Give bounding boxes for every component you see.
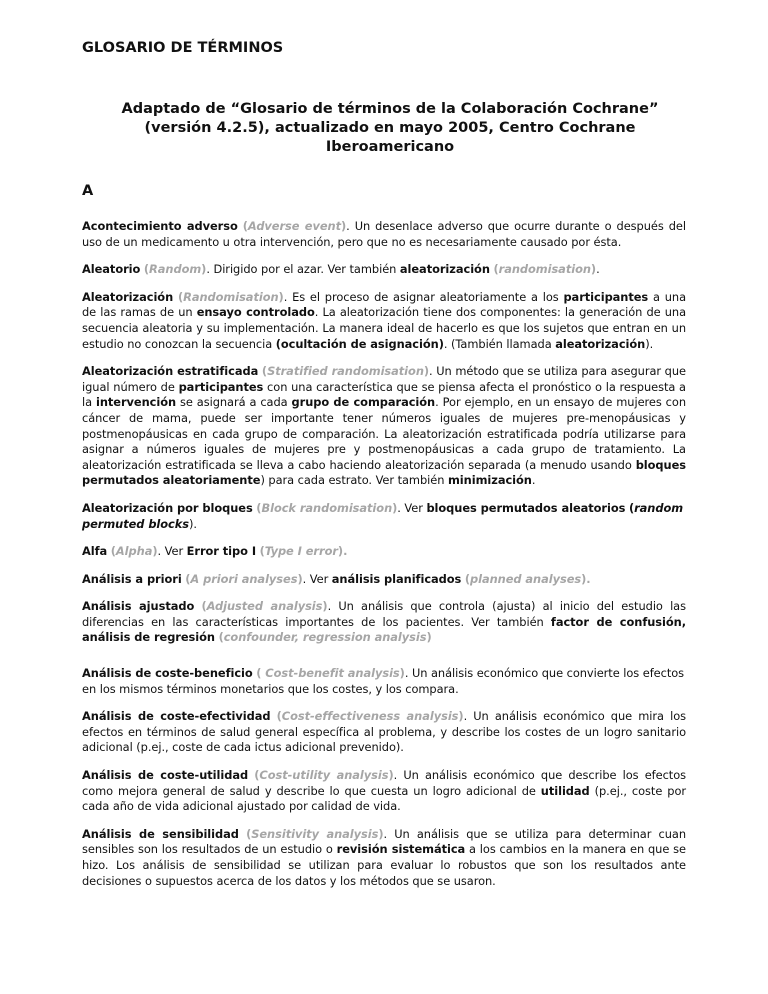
entry-english-term: Sensitivity analysis <box>251 826 379 841</box>
entry-term: Análisis ajustado <box>82 599 195 614</box>
glossary-entry: Análisis de coste-beneficio ( Cost-benefit analysis). Un análisis económico que convierte los efectos en los mismos términos monetarios que los costes, y los compara. <box>82 666 685 696</box>
cross-reference-english: randomisation <box>498 262 591 277</box>
glossary-entry: Aleatorio (Random). Dirigido por el azar. Ver también aleatorización (randomisation). <box>82 262 600 277</box>
cross-reference: aleatorización <box>555 336 646 351</box>
entry-term: Aleatorización por bloques <box>82 500 253 515</box>
cross-reference: bloques permutados aleatoriamente <box>82 457 686 488</box>
glossary-entry: Análisis ajustado (Adjusted analysis). Un análisis que controla (ajusta) al inicio del estudio las diferencias en las características importantes de los pacientes. Ver también factor de confusión, análisis de regresión (confounder, regression analysis) <box>82 599 687 645</box>
entry-term: Análisis de coste-beneficio <box>82 666 253 681</box>
glossary-entry: Acontecimiento adverso (Adverse event). Un desenlace adverso que ocurre durante o después del uso de un medicamento u otra intervención, pero que no es necesariamente causado por ésta. <box>82 219 687 249</box>
document-title: GLOSARIO DE TÉRMINOS <box>82 40 284 56</box>
cross-reference-english: planned analyses <box>470 571 582 586</box>
entry-term: Análisis de sensibilidad <box>82 826 239 841</box>
entry-english-term: A priori analyses <box>190 571 298 586</box>
cross-reference: minimización <box>447 473 532 488</box>
glossary-entry: Aleatorización estratificada (Stratified randomisation). Un método que se utiliza para asegurar que igual número de participantes con una característica que se piensa afecta el pronóstico o la respuesta a la intervención se asignará a cada grupo de comparación. Por ejemplo, en un ensayo de mujeres con cáncer de mama, puede ser importante tener números iguales de mujeres pre-menopáusicas y postmenopáusicas en cada grupo de comparación. La aleatorización estratificada podría utilizarse para asignar a números iguales de mujeres pre y postmenopáusicas a cada grupo de tratamiento. La aleatorización estratificada se lleva a cabo haciendo aleatorización separada (a menudo usando bloques permutados aleatoriamente) para cada estrato. Ver también minimización. <box>82 364 686 488</box>
entry-definition: . Un desenlace adverso que ocurre durante o después del uso de un medicamento u otra intervención, pero que no es necesariamente causado por ésta. <box>82 219 687 249</box>
glossary-entry: Análisis a priori (A priori analyses). Ver análisis planificados (planned analyses). <box>82 571 591 586</box>
entry-english-term: Cost-utility analysis <box>259 768 389 783</box>
subtitle-line: Adaptado de “Glosario de términos de la Colaboración Cochrane” <box>121 101 659 117</box>
entry-term: Aleatorización <box>82 289 174 304</box>
glossary-entry: Aleatorización por bloques (Block randomisation). Ver bloques permutados aleatorios (random permuted blocks). <box>82 500 684 531</box>
cross-reference: (ocultación de asignación) <box>275 336 444 351</box>
document-subtitle <box>100 100 680 157</box>
cross-reference: análisis planificados <box>331 571 462 586</box>
entry-term: Análisis de coste-efectividad <box>82 709 271 724</box>
entry-term: Análisis de coste-utilidad <box>82 768 249 783</box>
entry-term: Acontecimiento adverso <box>82 219 238 233</box>
entry-english-term: Alpha <box>115 544 153 559</box>
cross-reference: intervención <box>95 395 177 410</box>
subtitle-line: (versión 4.2.5), actualizado en mayo 2005, Centro Cochrane <box>144 120 636 136</box>
cross-reference: participantes <box>178 379 264 394</box>
cross-reference: aleatorización <box>399 262 490 277</box>
glossary-entry: Alfa (Alpha). Ver Error tipo I (Type I error). <box>82 544 348 559</box>
entry-english-term: Block randomisation <box>261 500 393 515</box>
entry-definition: . Dirigido por el azar. Ver también <box>206 262 400 277</box>
entry-english-term: Adverse event <box>247 219 341 233</box>
entry-english-term: Randomisation <box>183 289 279 304</box>
section-letter-heading: A <box>82 183 94 199</box>
entry-term: Aleatorio <box>82 262 141 277</box>
glossary-entry: Análisis de coste-efectividad (Cost-effectiveness analysis). Un análisis económico que mira los efectos en términos de salud general específica al problema, y describe los costes de un logro sanitario adicional (p.ej., coste de cada ictus adicional prevenido). <box>82 709 686 755</box>
entry-english-term: Cost-effectiveness analysis <box>281 709 459 724</box>
glossary-entry: Análisis de coste-utilidad (Cost-utility analysis). Un análisis económico que describe los efectos como mejora general de salud y describe lo que cuesta un logro adicional de utilidad (p.ej., coste por cada año de vida adicional ajustado por calidad de vida. <box>82 768 687 814</box>
cross-reference-english: Type I error <box>264 544 338 559</box>
cross-reference: grupo de comparación <box>291 395 436 410</box>
cross-reference: bloques permutados aleatorios <box>426 500 626 515</box>
cross-reference: Error tipo I <box>186 544 257 559</box>
entry-english-term: Random <box>149 262 202 277</box>
entry-english-term: Stratified randomisation <box>267 364 424 379</box>
cross-reference-english: random permuted blocks <box>82 500 684 531</box>
entry-term: Aleatorización estratificada <box>82 364 259 379</box>
entry-english-term: Cost-benefit analysis <box>261 666 400 681</box>
cross-reference: ensayo controlado <box>196 305 315 320</box>
cross-reference-english: confounder, regression analysis <box>223 630 427 645</box>
cross-reference: revisión sistemática <box>336 842 466 857</box>
glossary-entry: Aleatorización (Randomisation). Es el proceso de asignar aleatoriamente a los participantes a una de las ramas de un ensayo controlado. La aleatorización tiene dos componentes: la generación de una secuencia aleatoria y su implementación. La manera ideal de hacerlo es que los sujetos que entran en un estudio no conozcan la secuencia (ocultación de asignación). (También llamada aleatorización). <box>82 289 687 351</box>
cross-reference: utilidad <box>540 783 590 798</box>
entry-term: Alfa <box>82 544 108 559</box>
cross-reference: factor de confusión, análisis de regresión <box>82 614 686 645</box>
entry-english-term: Adjusted analysis <box>206 599 323 614</box>
glossary-entries <box>82 219 686 901</box>
cross-reference: participantes <box>563 289 649 304</box>
glossary-entry: Análisis de sensibilidad (Sensitivity analysis). Un análisis que se utiliza para determinar cuan sensibles son los resultados de un estudio o revisión sistemática a los cambios en la manera en que se hizo. Los análisis de sensibilidad se utilizan para evaluar lo robustos que son los resultados ante decisiones o supuestos acerca de los datos y los métodos que se usaron. <box>82 826 687 888</box>
entry-term: Análisis a priori <box>82 571 182 586</box>
subtitle-line: Iberoamericano <box>325 139 455 155</box>
